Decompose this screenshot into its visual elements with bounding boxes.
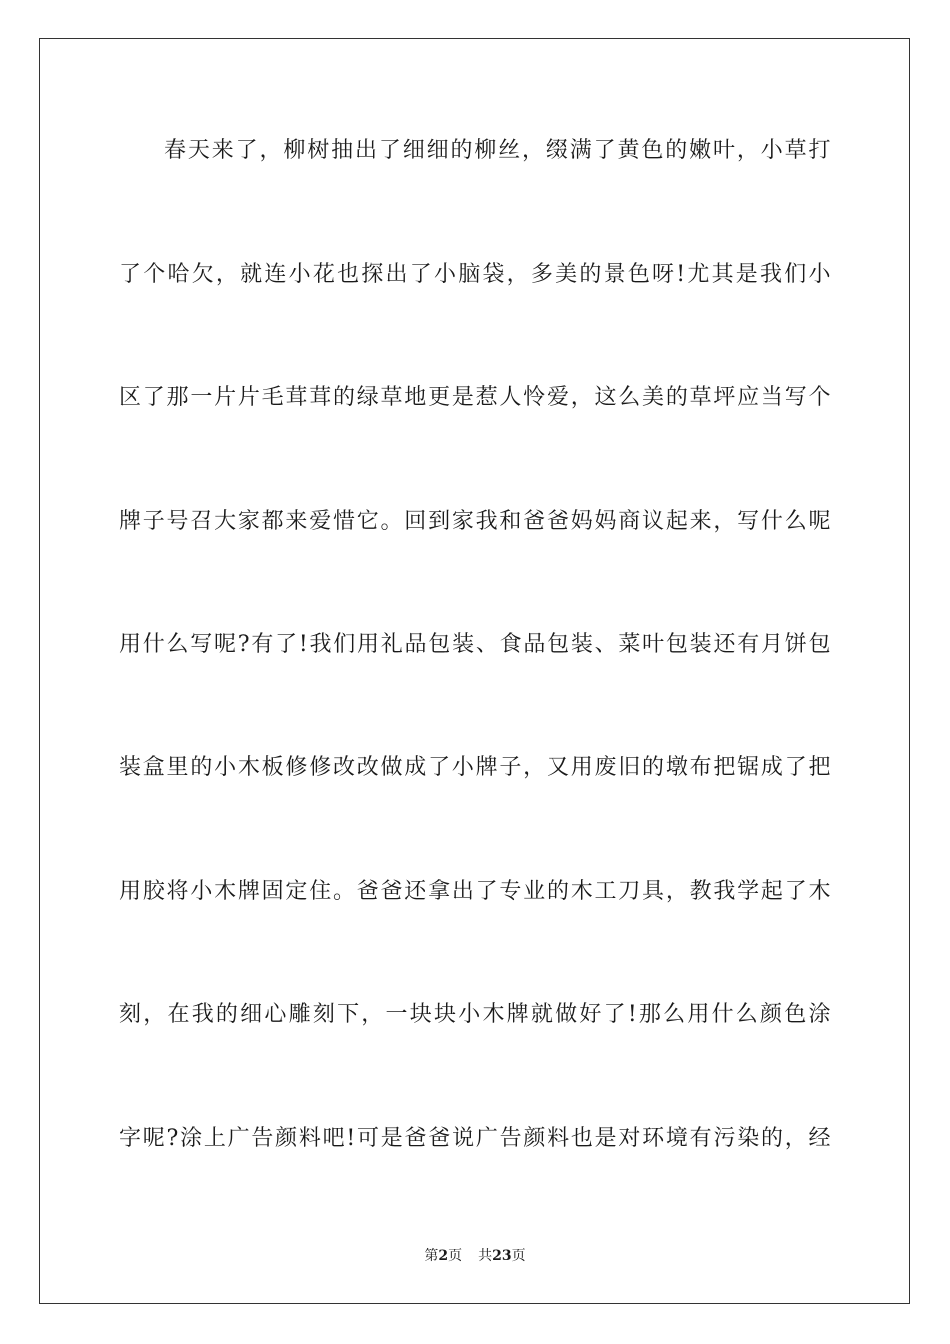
text-line-4: 牌子号召大家都来爱惜它。回到家我和爸爸妈妈商议起来，写什么呢 xyxy=(119,509,831,534)
text-line-1: 春天来了，柳树抽出了细细的柳丝，缀满了黄色的嫩叶，小草打 xyxy=(164,138,831,163)
text-line-8: 刻，在我的细心雕刻下，一块块小木牌就做好了!那么用什么颜色涂 xyxy=(119,1002,831,1027)
page-frame xyxy=(39,38,910,1304)
page-suffix: 页 xyxy=(448,1248,463,1264)
total-suffix: 页 xyxy=(511,1248,526,1264)
text-line-6: 装盒里的小木板修修改改做成了小牌子，又用废旧的墩布把锯成了把 xyxy=(119,755,831,780)
text-line-9: 字呢?涂上广告颜料吧!可是爸爸说广告颜料也是对环境有污染的，经 xyxy=(119,1126,831,1151)
page-number: 2 xyxy=(438,1248,449,1264)
text-line-7: 用胶将小木牌固定住。爸爸还拿出了专业的木工刀具，教我学起了木 xyxy=(119,879,831,904)
text-line-3: 区了那一片片毛茸茸的绿草地更是惹人怜爱，这么美的草坪应当写个 xyxy=(119,385,831,410)
text-line-5: 用什么写呢?有了!我们用礼品包装、食品包装、菜叶包装还有月饼包 xyxy=(119,632,831,657)
text-line-2: 了个哈欠，就连小花也探出了小脑袋，多美的景色呀!尤其是我们小 xyxy=(119,262,831,287)
page-footer xyxy=(0,1246,950,1266)
total-prefix: 共 xyxy=(478,1248,493,1264)
total-pages: 23 xyxy=(492,1248,512,1264)
page-prefix: 第 xyxy=(424,1248,439,1264)
